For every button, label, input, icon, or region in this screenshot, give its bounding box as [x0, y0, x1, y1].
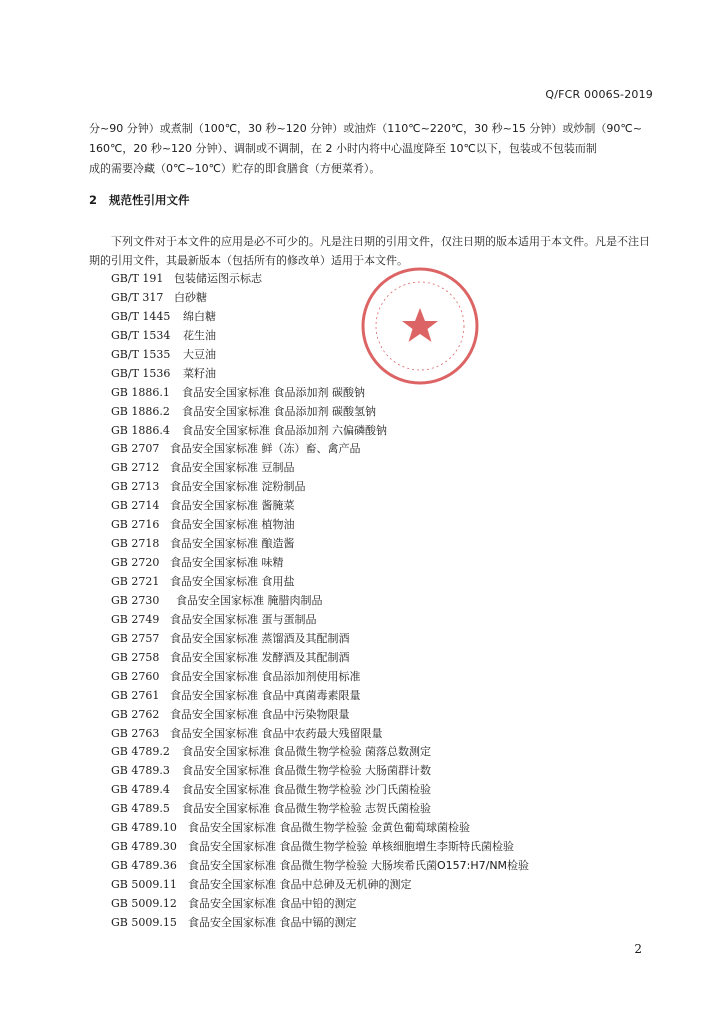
reference-code: GB 4789.4: [111, 783, 170, 797]
reference-title: 食品安全国家标准 食品中总砷及无机砷的测定: [188, 878, 412, 891]
reference-title: 食品安全国家标准 食品添加剂 碳酸钠: [182, 385, 365, 399]
reference-code: GB 2721: [111, 575, 160, 588]
intro-line: 成的需要冷藏（0℃~10℃）贮存的即食膳食（方便菜肴）。: [89, 162, 381, 175]
reference-title: 食品安全国家标准 食品添加剂使用标准: [170, 669, 361, 683]
reference-title: 食品安全国家标准 食品添加剂 碳酸氢钠: [182, 404, 376, 418]
reference-code: GB 2761: [111, 688, 160, 702]
reference-title: 食品安全国家标准 发酵酒及其配制酒: [170, 650, 350, 664]
reference-item: [111, 857, 529, 876]
reference-title: 食品安全国家标准 食品微生物学检验 单核细胞增生李斯特氏菌检验: [188, 840, 514, 854]
reference-title: 食品安全国家标准 食品中镉的测定: [188, 915, 357, 929]
reference-title: 食品安全国家标准 腌腊肉制品: [176, 593, 323, 607]
reference-item: [111, 422, 529, 441]
reference-item: [111, 838, 529, 857]
reference-code: GB 1886.4: [111, 423, 170, 437]
reference-item: [111, 440, 529, 459]
intro-line: 160℃，20 秒~120 分钟）、调制或不调制，在 2 小时内将中心温度降至 10℃以下，包装或不包装而制: [89, 142, 597, 155]
reference-code: GB/T 317: [111, 290, 164, 304]
reference-code: GB 4789.36: [111, 859, 177, 873]
reference-item: [111, 762, 529, 781]
reference-title: 食品安全国家标准 食品中真菌毒素限量: [170, 688, 361, 702]
document-code: Q/FCR 0006S-2019: [545, 88, 653, 101]
reference-title: 包装储运图示标志: [174, 272, 262, 285]
reference-item: [111, 876, 529, 895]
reference-item: [111, 573, 529, 592]
reference-item: [111, 914, 529, 933]
reference-item: [111, 819, 529, 838]
reference-title: 食品安全国家标准 食品微生物学检验 大肠埃希氏菌O157:H7/NM检验: [188, 859, 530, 873]
reference-code: GB 2720: [111, 556, 160, 570]
reference-code: GB 2714: [111, 499, 160, 513]
reference-title: 食品安全国家标准 食品微生物学检验 菌落总数测定: [182, 745, 431, 759]
reference-item: [111, 706, 529, 725]
reference-title: 食品安全国家标准 淀粉制品: [170, 480, 306, 494]
reference-code: GB 2707: [111, 442, 160, 456]
section-title: 规范性引用文件: [109, 193, 190, 207]
reference-item: [111, 554, 529, 573]
reference-title: 食品安全国家标准 食品中农药最大残留限量: [170, 726, 383, 740]
reference-code: GB 4789.2: [111, 745, 170, 759]
reference-item: [111, 516, 529, 535]
reference-title: 食品安全国家标准 食品微生物学检验 金黄色葡萄球菌检验: [188, 821, 470, 835]
reference-title: 绵白糖: [183, 309, 216, 323]
reference-item: [111, 743, 529, 762]
reference-code: GB 2762: [111, 707, 160, 721]
reference-code: GB/T 1445: [111, 309, 171, 323]
reference-item: [111, 630, 529, 649]
reference-title: 食品安全国家标准 食品添加剂 六偏磷酸钠: [182, 423, 387, 437]
reference-item: [111, 668, 529, 687]
reference-code: GB/T 191: [111, 272, 164, 285]
reference-code: GB 4789.10: [111, 821, 177, 835]
reference-item: [111, 497, 529, 516]
reference-item: [111, 403, 529, 422]
reference-item: [111, 649, 529, 668]
reference-code: GB 2730: [111, 593, 160, 607]
reference-code: GB 2718: [111, 537, 160, 551]
reference-title: 食品安全国家标准 蛋与蛋制品: [170, 612, 317, 626]
reference-code: GB 1886.1: [111, 385, 170, 399]
reference-code: GB 2758: [111, 650, 160, 664]
reference-title: 食品安全国家标准 味精: [170, 556, 284, 570]
reference-title: 菜籽油: [183, 366, 216, 380]
reference-title: 食品安全国家标准 蒸馏酒及其配制酒: [170, 631, 350, 645]
reference-title: 白砂糖: [174, 290, 207, 304]
page-number: 2: [634, 942, 642, 956]
company-seal-icon: [359, 265, 481, 387]
reference-item: [111, 459, 529, 478]
reference-title: 食品安全国家标准 鲜（冻）畜、禽产品: [170, 442, 361, 456]
reference-code: GB 1886.2: [111, 404, 170, 418]
reference-code: GB 2713: [111, 480, 160, 494]
reference-item: [111, 687, 529, 706]
reference-code: GB 2749: [111, 612, 160, 626]
reference-code: GB/T 1535: [111, 347, 171, 361]
reference-code: GB/T 1534: [111, 328, 171, 342]
reference-title: 食品安全国家标准 植物油: [170, 518, 295, 532]
section-heading: [89, 192, 202, 208]
reference-code: GB 5009.12: [111, 896, 177, 910]
reference-item: [111, 592, 529, 611]
reference-code: GB 2760: [111, 669, 160, 683]
section-number: 2: [89, 193, 98, 207]
reference-code: GB 2757: [111, 631, 160, 645]
reference-title: 食品安全国家标准 食品中污染物限量: [170, 707, 350, 721]
reference-item: [111, 895, 529, 914]
star-icon: [402, 308, 438, 342]
reference-code: GB 2712: [111, 461, 160, 475]
reference-title: 食品安全国家标准 食用盐: [170, 575, 295, 588]
reference-item: [111, 781, 529, 800]
reference-title: 食品安全国家标准 酿造酱: [170, 537, 295, 551]
reference-title: 食品安全国家标准 豆制品: [170, 461, 295, 475]
body-paragraph: 下列文件对于本文件的应用是必不可少的。凡是注日期的引用文件，仅注日期的版本适用于本文件。凡是不注日期的引用文件，其最新版本（包括所有的修改单）适用于本文件。: [89, 235, 650, 267]
intro-paragraph: [89, 119, 659, 179]
reference-title: 大豆油: [183, 347, 216, 361]
reference-item: [111, 800, 529, 819]
reference-code: GB 4789.5: [111, 802, 170, 816]
intro-line: 分~90 分钟）或煮制（100℃，30 秒~120 分钟）或油炸（110℃~220℃，30 秒~15 分钟）或炒制（90℃~: [89, 122, 642, 135]
reference-title: 食品安全国家标准 酱腌菜: [170, 499, 295, 513]
reference-code: GB 2716: [111, 518, 160, 532]
reference-code: GB 4789.3: [111, 764, 170, 778]
reference-item: [111, 725, 529, 744]
reference-item: [111, 478, 529, 497]
reference-title: 食品安全国家标准 食品微生物学检验 大肠菌群计数: [182, 764, 431, 778]
reference-code: GB 4789.30: [111, 840, 177, 854]
reference-title: 食品安全国家标准 食品微生物学检验 沙门氏菌检验: [182, 783, 431, 797]
reference-item: [111, 535, 529, 554]
reference-item: [111, 611, 529, 630]
reference-code: GB 5009.11: [111, 878, 177, 891]
reference-code: GB/T 1536: [111, 366, 171, 380]
reference-title: 花生油: [183, 328, 216, 342]
reference-code: GB 5009.15: [111, 915, 177, 929]
reference-code: GB 2763: [111, 726, 160, 740]
reference-title: 食品安全国家标准 食品中铅的测定: [188, 896, 357, 910]
reference-title: 食品安全国家标准 食品微生物学检验 志贺氏菌检验: [182, 802, 431, 816]
